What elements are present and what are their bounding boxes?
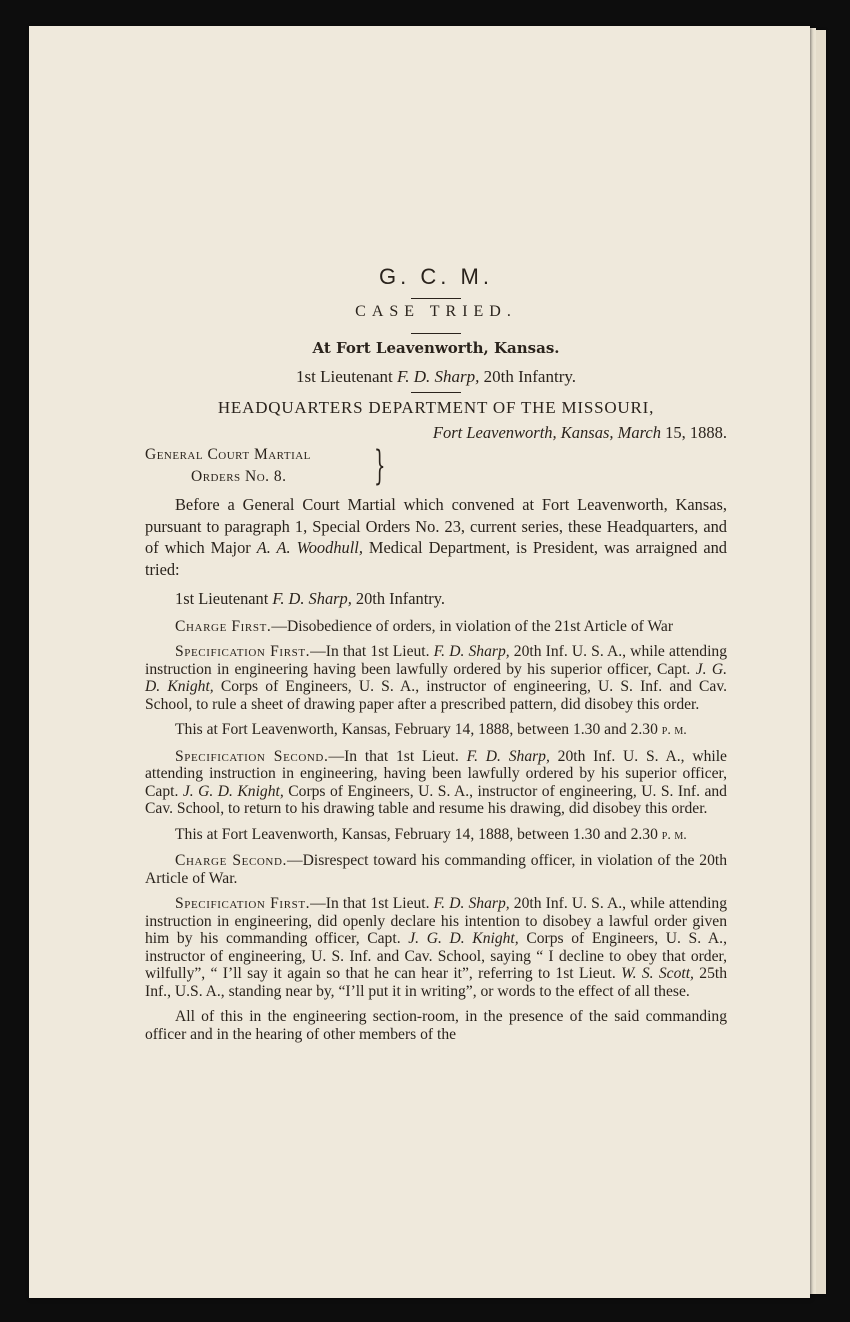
charge-first: Charge First.—Disobedience of orders, in violation of the 21st Article of War <box>175 617 674 635</box>
orders-brace: } <box>374 443 386 489</box>
document-title: G. C. M. <box>379 264 493 289</box>
closing-paragraph: All of this in the engineering section-room, in the presence of the said commanding officer and in the hearing of other members of the <box>145 1008 727 1043</box>
specification-second-time: This at Fort Leavenworth, Kansas, February 14, 1888, between 1.30 and 2.30 p. m. <box>175 825 687 843</box>
intro-paragraph: Before a General Court Martial which convened at Fort Leavenworth, Kansas, pursuant to paragraph 1, Special Orders No. 23, current series, these Headquarters, and of which Major A. A. Woodhull, Medical Department, is President, was arraigned and tried: <box>145 495 728 579</box>
specification-first: Specification First.—In that 1st Lieut. F. D. Sharp, 20th Inf. U. S. A., while attending instruction in engineering having been lawfully ordered by his superior officer, Capt. J. G. D. Knight, Corps of Engineers, U. S. A., instructor of engineering, U. S. Inf. and Cav. School, to rule a sheet of drawing paper after a prescribed pattern, did disobey this order. <box>145 643 727 713</box>
accused-paragraph: 1st Lieutenant F. D. Sharp, 20th Infantry. <box>175 589 445 608</box>
specification-second: Specification Second.—In that 1st Lieut. F. D. Sharp, 20th Inf. U. S. A., while attending instruction in engineering, having been lawfully ordered by his superior officer, Capt. J. G. D. Knight, Corps of Engineers, U. S. A., instructor of engineering, U. S. Inf. and Cav. School, to return to his drawing table and resume his drawing, did disobey this order. <box>145 747 727 817</box>
case-tried-heading: CASE TRIED. <box>355 303 517 320</box>
charge-second: Charge Second.—Disrespect toward his commanding officer, in violation of the 20th Article of War. <box>145 852 727 887</box>
document-page <box>29 26 810 1298</box>
orders-number: General Court Martial Orders No. 8. <box>145 446 311 485</box>
title-rule <box>411 298 461 299</box>
specification-charge-second: Specification First.—In that 1st Lieut. F. D. Sharp, 20th Inf. U. S. A., while attending instruction in engineering, did openly declare his intention to disobey a lawful order given him by his commanding officer, Capt. J. G. D. Knight, Corps of Engineers, U. S. A., instructor of engineering, U. S. Inf. and Cav. School, saying “ I decline to obey that order, wilfully”, “ I’ll say it again so that he can hear it”, referring to 1st Lieut. W. S. Scott, 25th Inf., U.S. A., standing near by, “I’ll put it in writing”, or words to the effect of all these. <box>145 895 727 1000</box>
specification-first-time: This at Fort Leavenworth, Kansas, February 14, 1888, between 1.30 and 2.30 p. m. <box>175 721 687 738</box>
case-rule <box>411 333 461 334</box>
officer-rule <box>411 392 461 393</box>
order-body <box>145 494 727 1051</box>
trial-location: At Fort Leavenworth, Kansas. <box>312 339 560 357</box>
accused-officer-heading: 1st Lieutenant F. D. Sharp, 20th Infantry. <box>296 367 576 386</box>
headquarters-title: HEADQUARTERS DEPARTMENT OF THE MISSOURI, <box>217 398 655 417</box>
dateline: Fort Leavenworth, Kansas, March 15, 1888. <box>432 423 727 442</box>
